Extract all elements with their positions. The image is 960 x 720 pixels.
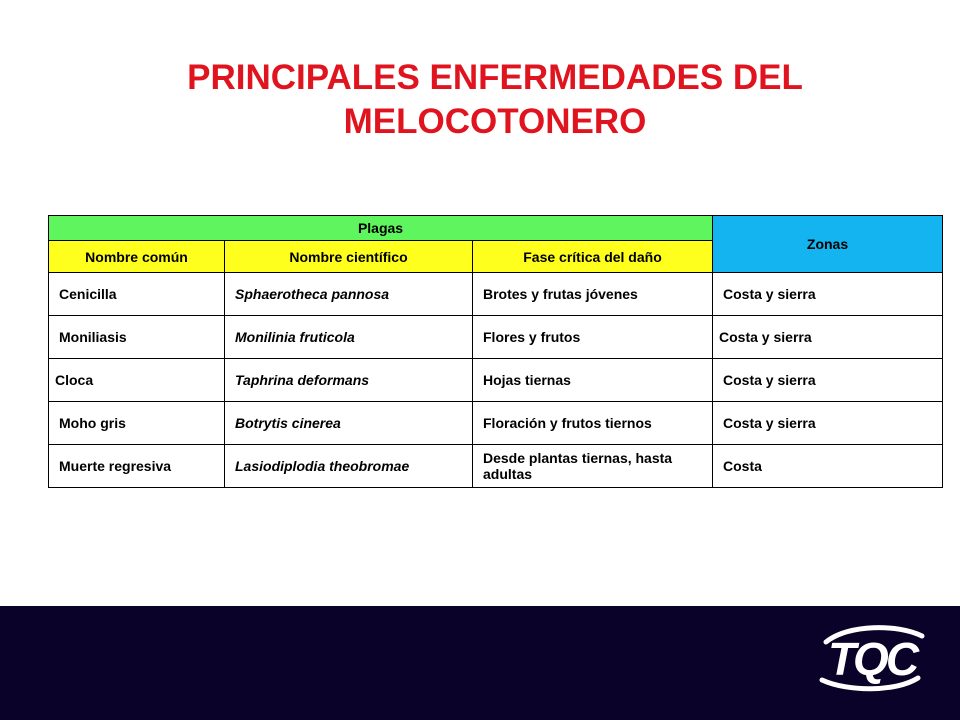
footer-band xyxy=(0,606,960,720)
cell-critical-phase: Brotes y frutas jóvenes xyxy=(473,273,713,316)
column-header-scientific-name: Nombre científico xyxy=(225,241,473,273)
cell-common-name: Moho gris xyxy=(49,402,225,445)
cell-scientific-name: Sphaerotheca pannosa xyxy=(225,273,473,316)
cell-zone: Costa y sierra xyxy=(713,273,943,316)
pests-table xyxy=(48,215,943,488)
table-row xyxy=(49,445,943,488)
cell-scientific-name: Taphrina deformans xyxy=(225,359,473,402)
plagas-header: Plagas xyxy=(49,216,713,241)
cell-critical-phase: Flores y frutos xyxy=(473,316,713,359)
cell-common-name: Cenicilla xyxy=(49,273,225,316)
cell-zone: Costa y sierra xyxy=(713,359,943,402)
slide-title-line-1: PRINCIPALES ENFERMEDADES DEL xyxy=(187,58,803,97)
slide-title-line-2: MELOCOTONERO xyxy=(343,102,647,141)
slide-title xyxy=(0,56,960,144)
cell-common-name: Moniliasis xyxy=(49,316,225,359)
cell-scientific-name: Monilinia fruticola xyxy=(225,316,473,359)
column-header-common-name: Nombre común xyxy=(49,241,225,273)
cell-critical-phase: Floración y frutos tiernos xyxy=(473,402,713,445)
logo-text: TQC xyxy=(827,633,917,685)
table-row xyxy=(49,273,943,316)
cell-scientific-name: Lasiodiplodia theobromae xyxy=(225,445,473,488)
table-row xyxy=(49,359,943,402)
cell-zone: Costa xyxy=(713,445,943,488)
cell-scientific-name: Botrytis cinerea xyxy=(225,402,473,445)
column-header-critical-phase: Fase crítica del daño xyxy=(473,241,713,273)
table-row xyxy=(49,402,943,445)
zonas-header: Zonas xyxy=(713,216,943,273)
cell-zone: Costa y sierra xyxy=(713,402,943,445)
cell-common-name: Muerte regresiva xyxy=(49,445,225,488)
tqc-logo xyxy=(818,622,926,692)
cell-common-name: Cloca xyxy=(49,359,225,402)
table-row xyxy=(49,316,943,359)
cell-zone: Costa y sierra xyxy=(713,316,943,359)
table-group-header-row xyxy=(49,216,943,241)
cell-critical-phase: Desde plantas tiernas, hasta adultas xyxy=(473,445,713,488)
cell-critical-phase: Hojas tiernas xyxy=(473,359,713,402)
